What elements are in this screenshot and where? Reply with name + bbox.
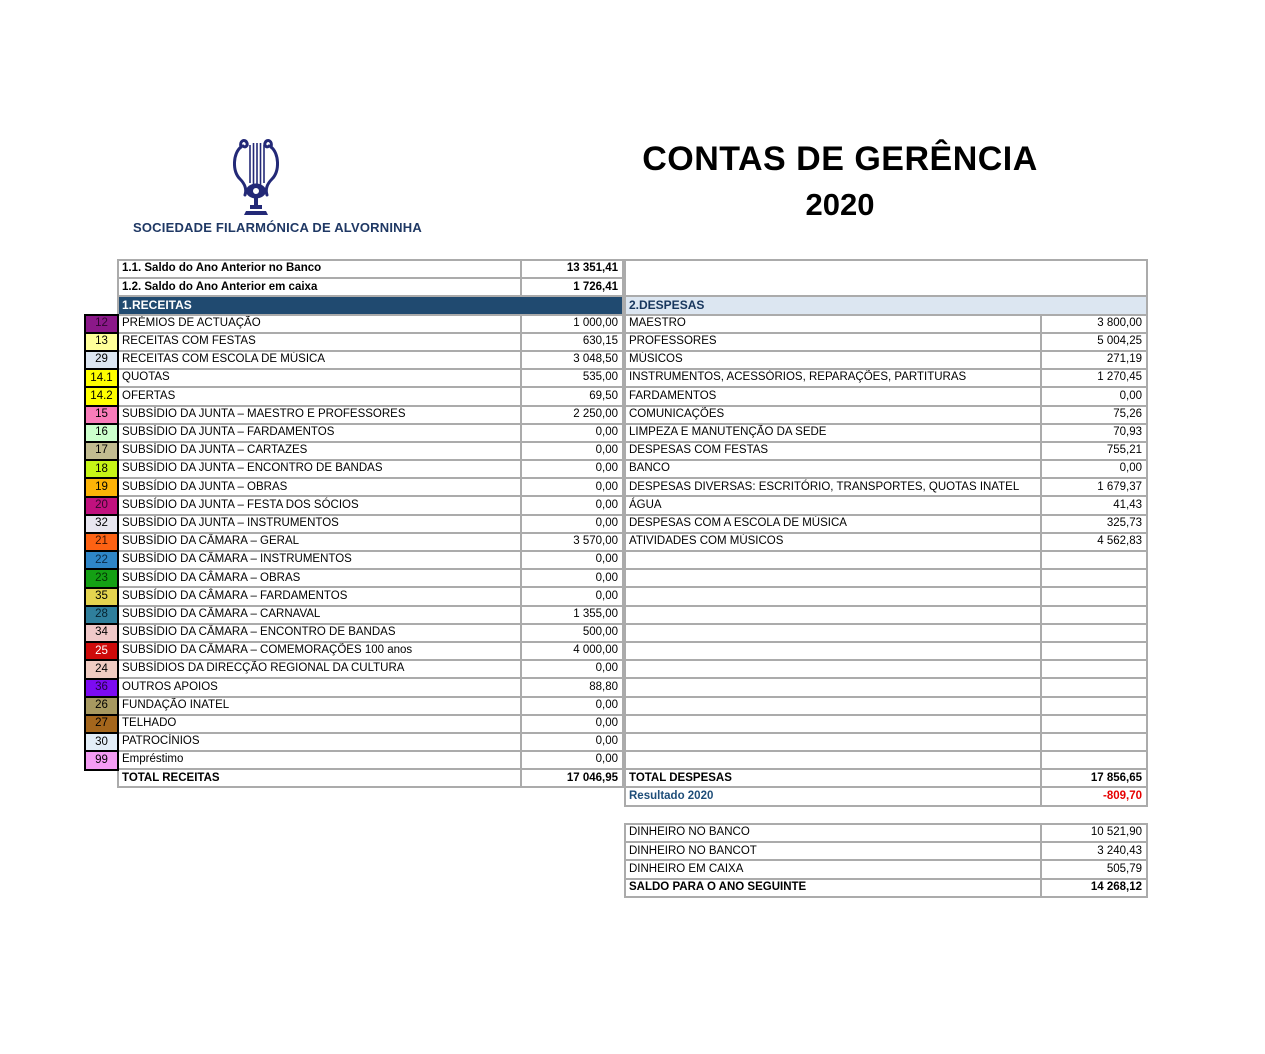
code-cell: 99	[84, 750, 119, 770]
row-label: BANCO	[626, 461, 1042, 479]
saldo-table	[624, 823, 1148, 898]
empty-cell	[1042, 716, 1148, 734]
empty-cell	[626, 588, 1042, 606]
row-label: SUBSÍDIOS DA DIRECÇÃO REGIONAL DA CULTURA	[119, 661, 522, 679]
code-cell: 13	[84, 332, 119, 352]
row-value: 3 800,00	[1042, 316, 1148, 334]
empty-cell	[626, 607, 1042, 625]
row-label: ATIVIDADES COM MÚSICOS	[626, 534, 1042, 552]
table-row	[626, 770, 1148, 788]
row-value: 1 726,41	[522, 279, 624, 297]
org-name: SOCIEDADE FILARMÓNICA DE ALVORNINHA	[133, 220, 422, 235]
row-value: 88,80	[522, 679, 624, 697]
row-label: SUBSÍDIO DA CÂMARA – OBRAS	[119, 570, 522, 588]
table-row	[119, 516, 624, 534]
empty-cell	[626, 552, 1042, 570]
table-row	[119, 716, 624, 734]
row-value: 0,00	[522, 716, 624, 734]
table-row	[626, 843, 1148, 861]
total-despesas-value: 17 856,65	[1042, 770, 1148, 788]
row-label: DESPESAS COM FESTAS	[626, 443, 1042, 461]
table-row	[626, 734, 1148, 752]
row-label: INSTRUMENTOS, ACESSÓRIOS, REPARAÇÕES, PARTITURAS	[626, 370, 1042, 388]
code-cell: 21	[84, 532, 119, 552]
table-row	[119, 461, 624, 479]
row-value: 0,00	[522, 443, 624, 461]
row-value: 535,00	[522, 370, 624, 388]
table-row	[626, 552, 1148, 570]
code-cell: 32	[84, 514, 119, 534]
empty-cell	[1042, 607, 1148, 625]
code-cell: 16	[84, 423, 119, 443]
row-label: SUBSÍDIO DA JUNTA – FARDAMENTOS	[119, 425, 522, 443]
row-label: SUBSÍDIO DA CÂMARA – ENCONTRO DE BANDAS	[119, 625, 522, 643]
table-row	[119, 443, 624, 461]
logo	[228, 133, 284, 217]
table-row	[626, 497, 1148, 515]
row-value: 41,43	[1042, 497, 1148, 515]
code-cell: 36	[84, 678, 119, 698]
row-value: 0,00	[522, 461, 624, 479]
row-label: SUBSÍDIO DA CÂMARA – FARDAMENTOS	[119, 588, 522, 606]
row-value: 4 562,83	[1042, 534, 1148, 552]
table-row	[119, 316, 624, 334]
row-value: 500,00	[522, 625, 624, 643]
row-label: DINHEIRO NO BANCO	[626, 825, 1042, 843]
table-row	[626, 788, 1148, 806]
code-cell: 35	[84, 587, 119, 607]
row-label: SALDO PARA O ANO SEGUINTE	[626, 880, 1042, 898]
row-value: 0,00	[522, 425, 624, 443]
row-value: 0,00	[522, 734, 624, 752]
table-row	[119, 607, 624, 625]
code-cell: 26	[84, 696, 119, 716]
row-value: 0,00	[1042, 388, 1148, 406]
row-label: FUNDAÇÃO INATEL	[119, 698, 522, 716]
row-label: MAESTRO	[626, 316, 1042, 334]
empty-cell	[626, 734, 1042, 752]
row-label: SUBSÍDIO DA JUNTA – INSTRUMENTOS	[119, 516, 522, 534]
table-row	[119, 497, 624, 515]
table-row	[626, 861, 1148, 879]
empty-cell	[626, 661, 1042, 679]
table-row	[626, 716, 1148, 734]
row-label: SUBSÍDIO DA CÂMARA – COMEMORAÇÕES 100 anos	[119, 643, 522, 661]
table-row	[119, 625, 624, 643]
code-cell: 17	[84, 441, 119, 461]
row-label: PATROCÍNIOS	[119, 734, 522, 752]
row-value: 69,50	[522, 388, 624, 406]
empty-cell	[1042, 625, 1148, 643]
total-despesas-label: TOTAL DESPESAS	[626, 770, 1042, 788]
code-cell: 28	[84, 605, 119, 625]
row-value: 70,93	[1042, 425, 1148, 443]
row-value: 3 570,00	[522, 534, 624, 552]
row-label: RECEITAS COM FESTAS	[119, 334, 522, 352]
row-value: 0,00	[522, 752, 624, 770]
table-row	[119, 679, 624, 697]
table-row	[119, 388, 624, 406]
table-row	[119, 425, 624, 443]
table-row	[626, 407, 1148, 425]
table-row	[626, 588, 1148, 606]
row-value: 0,00	[1042, 461, 1148, 479]
page-title: CONTAS DE GERÊNCIA	[642, 140, 1038, 178]
empty-cell	[1042, 698, 1148, 716]
table-row	[119, 588, 624, 606]
table-row	[119, 552, 624, 570]
empty-cell	[626, 625, 1042, 643]
table-row	[626, 516, 1148, 534]
page-title-block	[610, 140, 1070, 231]
table-row	[626, 661, 1148, 679]
row-value: 271,19	[1042, 352, 1148, 370]
empty-cell	[626, 570, 1042, 588]
row-label: QUOTAS	[119, 370, 522, 388]
table-row	[626, 752, 1148, 770]
row-value: 13 351,41	[522, 261, 624, 279]
table-row	[119, 534, 624, 552]
empty-cell	[1042, 643, 1148, 661]
table-row	[119, 752, 624, 770]
row-label: DINHEIRO NO BANCOT	[626, 843, 1042, 861]
row-value: 0,00	[522, 661, 624, 679]
row-value: 0,00	[522, 570, 624, 588]
row-label: TELHADO	[119, 716, 522, 734]
resultado-value: -809,70	[1042, 788, 1148, 806]
empty-cell	[1042, 679, 1148, 697]
code-cell: 24	[84, 659, 119, 679]
row-label: SUBSÍDIO DA JUNTA – FESTA DOS SÓCIOS	[119, 497, 522, 515]
empty-cell	[1042, 752, 1148, 770]
table-row	[626, 352, 1148, 370]
empty-cell	[626, 679, 1042, 697]
code-cell: 22	[84, 550, 119, 570]
despesas-table	[624, 259, 1148, 807]
code-cell: 15	[84, 405, 119, 425]
total-receitas-value: 17 046,95	[522, 770, 624, 788]
empty-cell	[626, 698, 1042, 716]
row-value: 1 000,00	[522, 316, 624, 334]
table-row	[626, 679, 1148, 697]
row-label: SUBSÍDIO DA CÂMARA – INSTRUMENTOS	[119, 552, 522, 570]
table-row	[626, 316, 1148, 334]
row-value: 0,00	[522, 516, 624, 534]
row-value: 5 004,25	[1042, 334, 1148, 352]
code-cell: 23	[84, 568, 119, 588]
code-cell: 12	[84, 314, 119, 334]
code-cell: 25	[84, 641, 119, 661]
table-row	[626, 880, 1148, 898]
code-cell: 29	[84, 350, 119, 370]
row-label: ÁGUA	[626, 497, 1042, 515]
table-row	[119, 698, 624, 716]
despesas-header: 2.DESPESAS	[626, 297, 1148, 315]
row-label: Empréstimo	[119, 752, 522, 770]
row-label: SUBSÍDIO DA JUNTA – CARTAZES	[119, 443, 522, 461]
row-value: 3 048,50	[522, 352, 624, 370]
row-label: RECEITAS COM ESCOLA DE MÚSICA	[119, 352, 522, 370]
table-row	[626, 334, 1148, 352]
row-label: DESPESAS COM A ESCOLA DE MÚSICA	[626, 516, 1042, 534]
row-label: MÚSICOS	[626, 352, 1042, 370]
row-value: 0,00	[522, 497, 624, 515]
table-row	[626, 643, 1148, 661]
row-value: 75,26	[1042, 407, 1148, 425]
table-row	[626, 443, 1148, 461]
row-value: 0,00	[522, 698, 624, 716]
code-cell: 14.2	[84, 386, 119, 406]
table-row	[626, 698, 1148, 716]
table-row	[119, 334, 624, 352]
table-row	[626, 261, 1148, 297]
row-label: 1.1. Saldo do Ano Anterior no Banco	[119, 261, 522, 279]
row-label: OUTROS APOIOS	[119, 679, 522, 697]
lyre-icon	[228, 133, 284, 217]
table-row	[119, 479, 624, 497]
table-row	[119, 770, 624, 788]
table-row	[119, 643, 624, 661]
table-row	[119, 297, 624, 315]
table-row	[119, 352, 624, 370]
row-label: OFERTAS	[119, 388, 522, 406]
code-cell: 20	[84, 496, 119, 516]
code-cell: 19	[84, 477, 119, 497]
row-label: SUBSÍDIO DA CÂMARA – GERAL	[119, 534, 522, 552]
row-value: 2 250,00	[522, 407, 624, 425]
row-value: 1 679,37	[1042, 479, 1148, 497]
row-label: PROFESSORES	[626, 334, 1042, 352]
table-row	[119, 279, 624, 297]
code-cell: 18	[84, 459, 119, 479]
row-label: DESPESAS DIVERSAS: ESCRITÓRIO, TRANSPORTES, QUOTAS INATEL	[626, 479, 1042, 497]
table-row	[119, 570, 624, 588]
empty-cell	[626, 261, 1148, 297]
row-label: SUBSÍDIO DA JUNTA – ENCONTRO DE BANDAS	[119, 461, 522, 479]
row-label: SUBSÍDIO DA CÂMARA – CARNAVAL	[119, 607, 522, 625]
code-cell: 27	[84, 714, 119, 734]
table-row	[626, 825, 1148, 843]
row-value: 14 268,12	[1042, 880, 1148, 898]
row-value: 755,21	[1042, 443, 1148, 461]
table-row	[119, 734, 624, 752]
code-cell: 30	[84, 732, 119, 752]
table-row	[626, 570, 1148, 588]
table-row	[626, 297, 1148, 315]
row-label: SUBSÍDIO DA JUNTA – MAESTRO E PROFESSORES	[119, 407, 522, 425]
table-row	[626, 370, 1148, 388]
row-value: 1 355,00	[522, 607, 624, 625]
empty-cell	[1042, 734, 1148, 752]
code-cell: 14.1	[84, 368, 119, 388]
row-label: 1.2. Saldo do Ano Anterior em caixa	[119, 279, 522, 297]
row-value: 0,00	[522, 552, 624, 570]
total-receitas-label: TOTAL RECEITAS	[119, 770, 522, 788]
table-row	[119, 661, 624, 679]
row-value: 1 270,45	[1042, 370, 1148, 388]
table-row	[626, 425, 1148, 443]
row-value: 10 521,90	[1042, 825, 1148, 843]
table-row	[626, 625, 1148, 643]
table-row	[119, 407, 624, 425]
row-value: 325,73	[1042, 516, 1148, 534]
row-value: 505,79	[1042, 861, 1148, 879]
row-label: DINHEIRO EM CAIXA	[626, 861, 1042, 879]
table-row	[626, 607, 1148, 625]
table-row	[626, 388, 1148, 406]
row-value: 630,15	[522, 334, 624, 352]
resultado-label: Resultado 2020	[626, 788, 1042, 806]
row-value: 4 000,00	[522, 643, 624, 661]
row-label: SUBSÍDIO DA JUNTA – OBRAS	[119, 479, 522, 497]
row-value: 0,00	[522, 479, 624, 497]
empty-cell	[1042, 552, 1148, 570]
empty-cell	[626, 643, 1042, 661]
receitas-header: 1.RECEITAS	[119, 297, 624, 315]
empty-cell	[626, 716, 1042, 734]
code-cell: 34	[84, 623, 119, 643]
row-label: LIMPEZA E MANUTENÇÃO DA SEDE	[626, 425, 1042, 443]
empty-cell	[1042, 570, 1148, 588]
table-row	[626, 534, 1148, 552]
table-row	[119, 370, 624, 388]
table-row	[119, 261, 624, 279]
row-label: PRÉMIOS DE ACTUAÇÃO	[119, 316, 522, 334]
row-value: 3 240,43	[1042, 843, 1148, 861]
row-label: COMUNICAÇÕES	[626, 407, 1042, 425]
empty-cell	[626, 752, 1042, 770]
empty-cell	[1042, 661, 1148, 679]
empty-cell	[1042, 588, 1148, 606]
table-row	[626, 479, 1148, 497]
receitas-table	[117, 259, 624, 788]
row-label: FARDAMENTOS	[626, 388, 1042, 406]
table-row	[626, 461, 1148, 479]
row-value: 0,00	[522, 588, 624, 606]
page-year: 2020	[805, 187, 875, 222]
